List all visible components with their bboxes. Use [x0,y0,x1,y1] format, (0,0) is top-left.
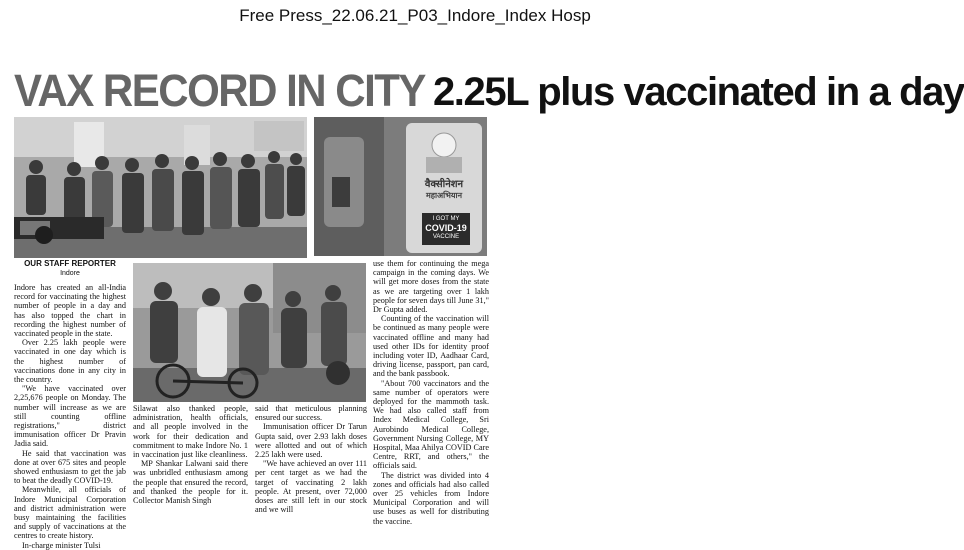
article-paragraph: Counting of the vaccination will be continued as many people were vaccinated offline and many had used other IDs for identity proof including voter ID, Aadhaar Card, driving license, passport, pan card, and the bank passbook. [373,314,489,379]
sticker-line2: COVID-19 [425,223,467,233]
article-paragraph: Over 2.25 lakh people were vaccinated in one day which is the highest number of vaccinations done in any city in the country. [14,338,126,385]
headline-kicker: VAX RECORD IN CITY [14,65,425,116]
photo-vaccination-queue [14,117,307,258]
poster-hindi-text [410,179,478,201]
article-paragraph: use them for continuing the mega campaign in the coming days. We will get more doses from the state as we are targeting over 1 lakh people for seven days till June 31," Dr Gupta added. [373,259,489,315]
article-paragraph: Immunisation officer Dr Tarun Gupta said, over 2.93 lakh doses were allotted and out of which 2.25 lakh were used. [255,422,367,460]
poster-hindi-line2: महाअभियान [425,191,463,200]
document-caption: Free Press_22.06.21_P03_Indore_Index Hosp [239,6,591,25]
headline-main: 2.25L plus vaccinated in a day [432,70,964,114]
photo-volunteers-image [133,263,366,402]
article-column-1 [14,283,126,550]
poster-sticker [422,213,470,245]
article-paragraph: In-charge minister Tulsi [22,540,101,550]
byline-reporter: OUR STAFF REPORTER [24,259,116,268]
byline-place: Indore [60,270,80,277]
article-paragraph: The district was divided into 4 zones and officials had also called over 25 vehicles from Indore Municipal Corporation and will use buses as well for distributing the vaccine. [373,470,489,526]
article-column-2 [133,404,248,505]
article-paragraph: Indore has created an all-India record for vaccinating the highest number of people in a day and has also topped the chart in recording the highest number of vaccinated people in the state. [14,283,126,339]
article-paragraph: Meanwhile, all officials of Indore Municipal Corporation and district administration were busy maintaining the facilities and supply of vaccinations at the centres to create history. [14,485,126,541]
photo-vaccination-poster [314,117,487,256]
sticker-line3: VACCINE [432,234,460,240]
article-paragraph: MP Shankar Lalwani said there was unbridled enthusiasm among the people that ensured the record, and thanked the people for it. Collector Manish Singh [133,459,248,506]
article-column-3 [255,404,367,514]
article-paragraph: Silawat also thanked people, administration, health officials, and all people involved in the work for their dedication and commitment to make Indore No. 1 in vaccination just like cleanliness. [133,404,248,460]
photo-volunteers [133,263,366,402]
article-column-4 [373,259,489,526]
article-paragraph: "We have vaccinated over 2,25,676 people on Monday. The number will increase as we are still counting offline registrations," district immunisation officer Dr Pravin Jadia said. [14,384,126,449]
poster-hindi-line1: वैक्सीनेशन [424,179,464,190]
photo-vaccination-queue-image [14,117,307,258]
sticker-line1: I GOT MY [432,216,460,222]
article-paragraph: said that meticulous planning ensured our success. [255,404,367,423]
article-paragraph: "We have achieved an over 111 per cent target as we had the target of vaccinating 2 lakh people. At present, over 72,000 doses are still left in our stock and we will [255,459,367,515]
byline [14,259,126,279]
article-paragraph: "About 700 vaccinators and the same number of operators were deployed for the mammoth task. We had also called staff from Index Medical College, Sri Aurobindo Medical College, Government Nursing College, MY Hospital, Maa Ahilya COVID Care Centre, RRT, and others," the officials said. [373,378,489,471]
headline [14,65,964,116]
article-paragraph: He said that vaccination was done at over 675 sites and people showed enthusiasm to get the jab to beat the deadly COVID-19. [14,448,126,486]
